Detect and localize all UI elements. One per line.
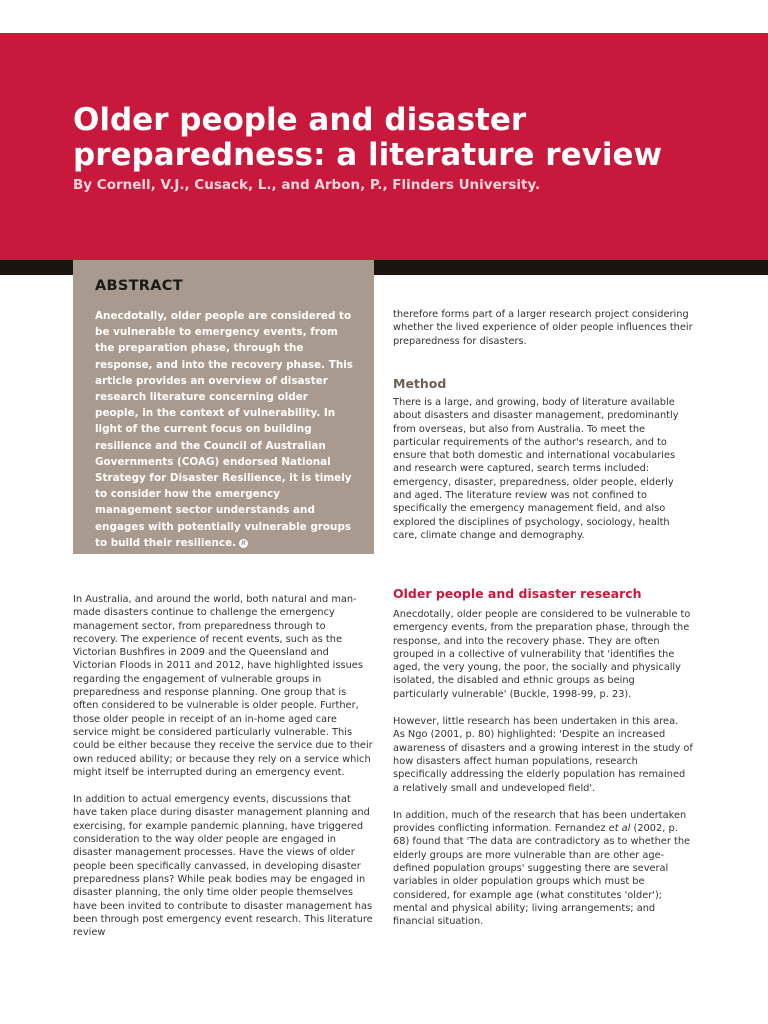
older-people-heading: Older people and disaster research — [393, 586, 642, 601]
continuation-paragraph: therefore forms part of a larger research project considering whether the lived experience of older people influences their preparedness for disasters. — [393, 309, 693, 347]
abstract-heading: ABSTRACT — [95, 278, 183, 294]
abstract-box — [73, 260, 374, 554]
older-paragraph-2: However, little research has been undertaken in this area. As Ngo (2001, p. 80) highlighted: 'Despite an increased awareness of disasters and a growing interest in the study of how disasters affect human populations, research specifically addressing the elderly population has remained a relatively small and undeveloped field'. — [393, 716, 693, 794]
method-section — [393, 396, 693, 542]
abstract-body: Anecdotally, older people are considered to be vulnerable to emergency events, from the preparation phase, through the response, and into the recovery phase. This article provides an overview of disaster research literature concerning older people, in the context of vulnerability. In light of the current focus on building resilience and the Council of Australian Governments (COAG) endorsed National Strategy for Disaster Resilience, it is timely to consider how the emergency management sector understands and engages with potentially vulnerable groups to build their resilience. — [95, 310, 353, 549]
top-white-band — [0, 0, 768, 33]
older-paragraph-3-end: (2002, p. 68) found that 'The data are contradictory as to whether the elderly groups are more vulnerable than are other age-defined population groups' suggesting there are several variables in older population groups which must be considered, for example age (what constitutes 'older'); mental and physical ability; living arrangements; and financial situation. — [393, 823, 691, 928]
older-paragraph-1: Anecdotally, older people are considered to be vulnerable to emergency events, from the preparation phase, through the response, and into the recovery phase. They are often grouped in a collective of vulnerability that 'identifies the aged, the very young, the poor, the socially and physically isolated, the disabled and ethnic groups as being particularly vulnerable' (Buckle, 1998-99, p. 23). — [393, 609, 691, 700]
method-heading: Method — [393, 376, 447, 391]
intro-paragraph-1: In Australia, and around the world, both natural and man-made disasters continue to challenge the emergency management sector, from preparedness through to recovery. The experience of recent events, such as the Victorian Bushfires in 2009 and the Queensland and Victorian Floods in 2011 and 2012, have highlighted issues regarding the engagement of vulnerable groups in preparedness and response planning. One group that is often considered to be vulnerable is older people. Further, those older people in receipt of an in-home aged care service might be considered particularly vulnerable. This could be either because they receive the service due to their own reduced ability; or because they rely on a service which might itself be interrupted during an emergency event. — [73, 594, 373, 778]
end-mark-icon: R — [241, 538, 247, 547]
older-paragraph-3-start: In addition, much of the research that has been undertaken provides conflicting information. Fernandez — [393, 809, 687, 835]
abstract-text — [95, 308, 354, 551]
author-byline: By Cornell, V.J., Cusack, L., and Arbon, P., Flinders University. — [73, 177, 541, 193]
article-title: Older people and disaster preparedness: a literature review — [73, 102, 663, 173]
et-al-italic: et al — [608, 823, 631, 835]
older-people-section — [393, 608, 693, 943]
older-paragraph-3 — [393, 809, 693, 929]
intro-paragraph-2: In addition to actual emergency events, discussions that have taken place during disaster management planning and exercising, for example pandemic planning, have triggered consideration to the way older people are engaged in disaster management processes. Have the views of older people been specifically canvassed, in developing disaster preparedness plans? While peak bodies may be engaged in disaster planning, the only time older people themselves have been invited to contribute to disaster management has been through post emergency event research. This literature review — [73, 794, 373, 939]
left-column — [73, 593, 373, 953]
right-column-continuation — [393, 308, 693, 348]
method-paragraph: There is a large, and growing, body of literature available about disasters and disaster management, predominantly from overseas, but also from Australia. To meet the particular requirements of the author's research, and to ensure that both domestic and international vocabularies and research were captured, search terms included: emergency, disaster, preparedness, older people, elderly and aged. The literature review was not confined to specifically the emergency management field, and also explored the disciplines of psychology, sociology, health care, climate change and demography. — [393, 397, 679, 541]
